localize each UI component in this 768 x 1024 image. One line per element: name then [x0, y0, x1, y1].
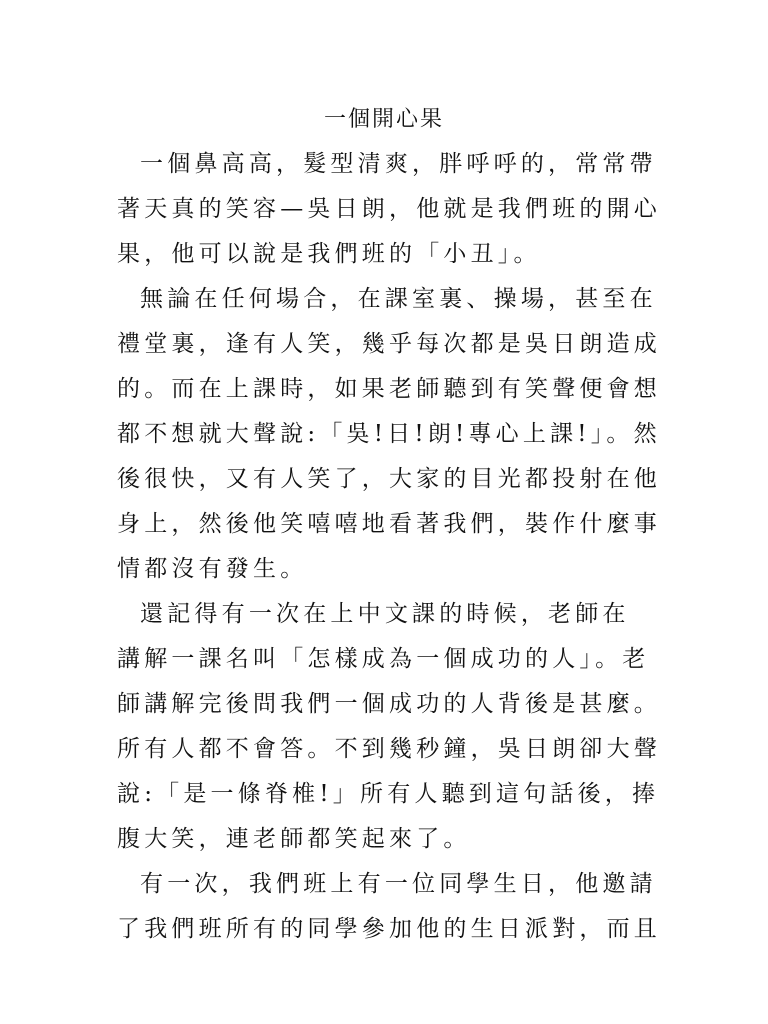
text-line: 一個鼻高高，髮型清爽，胖呼呼的，常常帶 — [117, 151, 657, 177]
text-line: 的。而在上課時，如果老師聽到有笑聲便會想 — [117, 376, 661, 402]
text-line: 著天真的笑容—吳日朗，他就是我們班的開心 — [117, 196, 661, 222]
text-line: 講解一課名叫「怎樣成為一個成功的人」。老 — [117, 646, 650, 672]
text-line: 果，他可以說是我們班的「小丑」。 — [117, 241, 541, 267]
text-line: 腹大笑，連老師都笑起來了。 — [117, 826, 471, 852]
text-line: 了我們班所有的同學參加他的生日派對，而且 — [117, 916, 661, 942]
text-line: 情都沒有發生。 — [117, 556, 308, 582]
text-line: 所有人都不會答。不到幾秒鐘，吳日朗卻大聲 — [117, 736, 661, 762]
text-line: 後很快，又有人笑了，大家的目光都投射在他 — [117, 466, 661, 492]
text-line: 都不想就大聲說:「吳!日!朗!專心上課!」。然 — [117, 421, 661, 447]
text-line: 還記得有一次在上中文課的時候，老師在 — [117, 601, 630, 627]
text-line: 禮堂裏，逢有人笑，幾乎每次都是吳日朗造成 — [117, 331, 661, 357]
text-line: 說:「是一條脊椎!」所有人聽到這句話後，捧 — [117, 781, 660, 807]
text-line: 身上，然後他笑嘻嘻地看著我們，裝作什麼事 — [117, 511, 661, 537]
text-line: 有一次，我們班上有一位同學生日，他邀請 — [117, 871, 657, 897]
text-line: 無論在任何場合，在課室裏、操場，甚至在 — [117, 286, 657, 312]
text-line: 師講解完後問我們一個成功的人背後是甚麼。 — [117, 691, 661, 717]
essay-title: 一個開心果 — [323, 107, 444, 132]
